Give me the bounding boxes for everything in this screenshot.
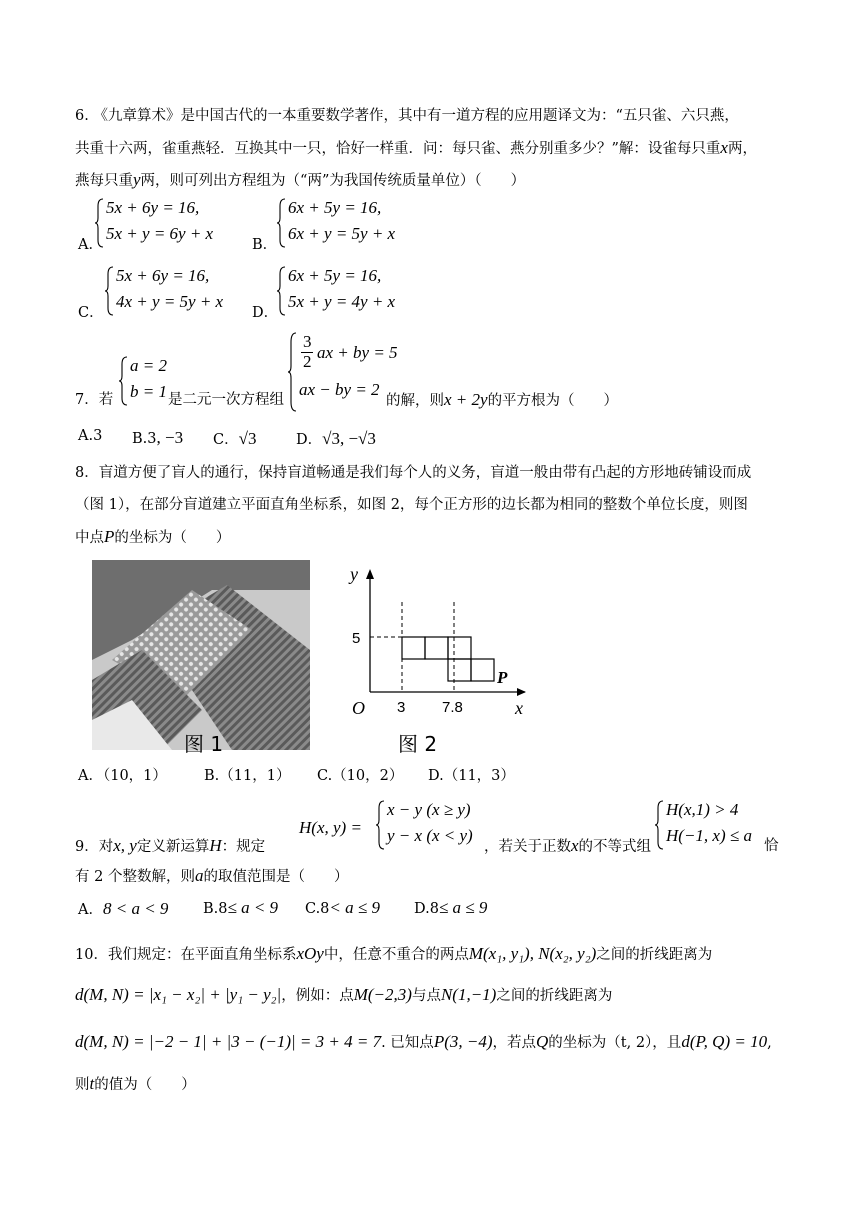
figure-1-photo	[92, 560, 310, 750]
figure-1-caption: 图 1	[184, 732, 224, 756]
figure-2-caption: 图 2	[398, 732, 438, 756]
q9-inequality-system	[654, 800, 764, 850]
q6-option-c-label: C．	[78, 305, 104, 321]
q9-definition-lhs: H(x, y) =	[299, 818, 362, 837]
y-axis-label: y	[350, 564, 358, 584]
q6-option-a-eq1: 5x + 6y = 16,	[106, 198, 200, 217]
q9-case-1: x − y (x ≥ y)	[387, 800, 471, 819]
brace-icon	[287, 332, 297, 412]
q9-inequality-1: H(x,1) > 4	[666, 800, 739, 819]
q10-line4: 则t的值为（ ）	[75, 1074, 196, 1093]
tile-square	[402, 637, 425, 659]
q7-solution-b: b = 1	[130, 382, 167, 401]
brace-icon	[276, 198, 286, 248]
q8-option-d: D.（11，3）	[428, 768, 515, 784]
q7-solution-a: a = 2	[130, 356, 167, 375]
q6-option-a-system	[94, 198, 254, 248]
q6-line3: 燕每只重y两，则可列出方程组为（“两”为我国传统质量单位）（ ）	[75, 170, 526, 189]
q7-eq1: ax + by = 5	[317, 343, 398, 362]
q6-option-c-system	[104, 266, 264, 316]
q6-option-c-eq1: 5x + 6y = 16,	[116, 266, 210, 285]
tick-label-x2: 7.8	[442, 699, 463, 716]
q6-option-d-eq1: 6x + 5y = 16,	[288, 266, 382, 285]
q6-option-b-eq2: 6x + y = 5y + x	[288, 224, 396, 243]
tile-square	[471, 659, 494, 681]
brace-icon	[654, 800, 664, 850]
y-axis-arrow-icon	[366, 569, 374, 579]
q9-option-d: D.8≤ a ≤ 9	[414, 898, 488, 917]
q8-line1: 8．盲道方便了盲人的通行，保持盲道畅通是我们每个人的义务，盲道一般由带有凸起的方形地砖铺设而成	[75, 465, 752, 481]
q7-option-a: A.3	[78, 428, 103, 444]
q8-option-b: B.（11，1）	[204, 768, 291, 784]
point-p-label: P	[497, 668, 508, 687]
brace-icon	[375, 800, 385, 850]
q6-option-d-system	[276, 266, 436, 316]
q9-option-c: C.8< a ≤ 9	[305, 898, 380, 917]
q6-option-b-eq1: 6x + 5y = 16,	[288, 198, 382, 217]
q7-frac-num: 3	[303, 332, 312, 351]
q7-option-c: C．√3	[213, 429, 257, 448]
brace-icon	[104, 266, 114, 316]
origin-label: O	[352, 698, 365, 718]
q6-option-b-label: B．	[252, 237, 278, 253]
q9-definition-cases	[375, 800, 485, 850]
q8-option-a: A．（10，1）	[78, 768, 167, 784]
q7-suffix: 的解，则x + 2y的平方根为（ ）	[386, 390, 619, 409]
q9-line2: 有 2 个整数解，则a的取值范围是（ ）	[75, 866, 349, 885]
q6-option-a-eq2: 5x + y = 6y + x	[106, 224, 214, 243]
brace-icon	[118, 356, 128, 406]
q7-solution-system	[118, 356, 168, 406]
figure-2-diagram	[340, 562, 530, 722]
q6-option-d-eq2: 5x + y = 4y + x	[288, 292, 396, 311]
q6-option-d-label: D．	[252, 305, 279, 321]
q8-line2: （图 1），在部分盲道建立平面直角坐标系，如图 2，每个正方形的边长都为相同的整数个单位长度，则图	[75, 497, 748, 513]
q10-line1: 10．我们规定：在平面直角坐标系xOy中，任意不重合的两点M(x₁, y₁), N(x₂, y₂)之间的折线距离为	[75, 944, 713, 963]
q9-inequality-2: H(−1, x) ≤ a	[666, 826, 752, 845]
q9-end-char: 恰	[764, 838, 779, 854]
tile-square	[425, 637, 448, 659]
q7-mid-text: 是二元一次方程组	[168, 392, 284, 408]
q9-case-2: y − x (x < y)	[387, 826, 473, 845]
q9-option-a: A．8 < a < 9	[78, 899, 169, 918]
brace-icon	[276, 266, 286, 316]
x-axis-label: x	[515, 698, 523, 718]
q6-option-b-system	[276, 198, 436, 248]
q6-line1: 6. 《九章算术》是中国古代的一本重要数学著作，其中有一道方程的应用题译文为：“五只雀、六只燕，	[75, 108, 739, 124]
q8-option-c: C.（10，2）	[317, 768, 404, 784]
q6-option-a-label: A．	[78, 237, 103, 253]
q9-prefix: 9．对x, y定义新运算H：规定	[75, 836, 266, 855]
tile-square	[448, 637, 471, 659]
tile-square	[448, 659, 471, 681]
q9-option-b: B.8≤ a < 9	[203, 898, 279, 917]
q6-option-c-eq2: 4x + y = 5y + x	[116, 292, 224, 311]
q7-equation-system	[287, 332, 397, 412]
q8-line3: 中点P的坐标为（ ）	[75, 527, 231, 546]
q9-mid-text: ，若关于正数x的不等式组	[484, 836, 652, 855]
q7-eq2: ax − by = 2	[299, 380, 380, 399]
q7-option-d: D．√3, −√3	[296, 429, 376, 448]
x-axis-arrow-icon	[517, 688, 526, 696]
q7-prefix: 7．若	[75, 392, 114, 408]
q10-line3: d(M, N) = |−2 − 1| + |3 − (−1)| = 3 + 4 = 7. 已知点P(3, −4)，若点Q的坐标为（t, 2），且d(P, Q) = 10,	[75, 1032, 772, 1051]
q10-line2: d(M, N) = |x₁ − x₂| + |y₁ − y₂|，例如：点M(−2,3)与点N(1,−1)之间的折线距离为	[75, 985, 613, 1004]
q6-line2: 共重十六两，雀重燕轻．互换其中一只，恰好一样重．问：每只雀、燕分别重多少？”解：设雀每只重x两，	[75, 138, 757, 157]
tick-label-y: 5	[352, 630, 361, 647]
tick-label-x1: 3	[397, 699, 406, 716]
q7-option-b: B.3, −3	[132, 428, 184, 447]
q7-frac-den: 2	[303, 352, 312, 371]
brace-icon	[94, 198, 104, 248]
